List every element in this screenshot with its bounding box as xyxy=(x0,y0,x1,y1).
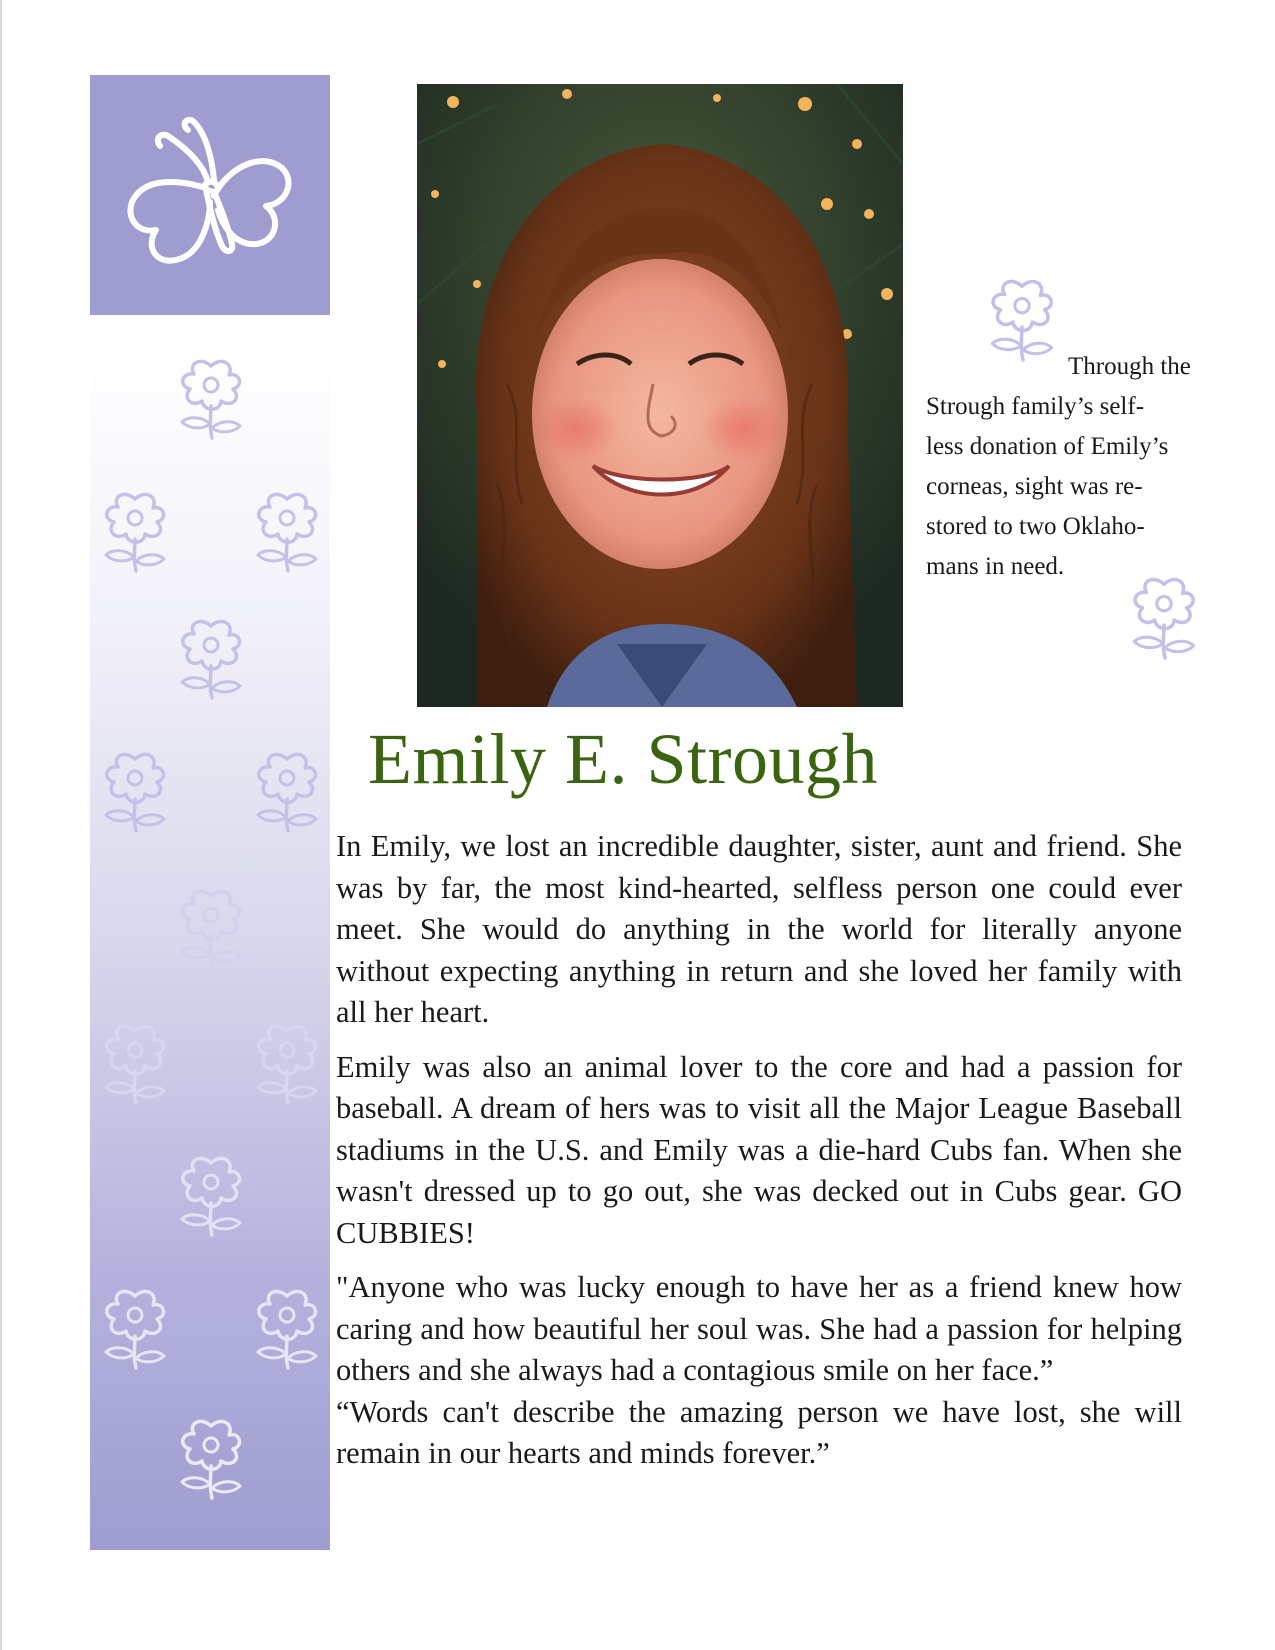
portrait-image xyxy=(417,84,903,707)
note-line: stored to two Oklaho- xyxy=(926,513,1145,540)
butterfly-tile xyxy=(90,75,330,315)
flower-icon xyxy=(252,491,322,573)
flower-icon xyxy=(176,888,246,970)
butterfly-icon xyxy=(110,110,310,280)
note-line: Strough family’s self- xyxy=(926,393,1145,420)
note-line: Through the xyxy=(1068,353,1191,380)
flower-icon xyxy=(252,751,322,833)
flower-icon xyxy=(176,1418,246,1500)
cornea-donation-note xyxy=(926,347,1216,587)
flower-icon xyxy=(176,358,246,440)
flower-icon xyxy=(252,1023,322,1105)
flower-pattern-strip xyxy=(90,343,330,1550)
quote-paragraph: "Anyone who was lucky enough to have her as a friend knew how caring and how beautiful her soul was. She had a passion for helping others and she always had a contagious smile on her face.” xyxy=(336,1270,1182,1387)
note-line: corneas, sight was re- xyxy=(926,473,1143,500)
tribute-paragraph: Emily was also an animal lover to the core and had a passion for baseball. A dream of hers was to visit all the Major League Baseball stadiums in the U.S. and Emily was a die-hard Cubs fan. When she wasn't dressed up to go out, she was decked out in Cubs gear. GO CUBBIES! xyxy=(336,1049,1182,1250)
quote-paragraph: “Words can't describe the amazing person we have lost, she will remain in our hearts and minds forever.” xyxy=(336,1394,1182,1470)
flower-icon xyxy=(176,618,246,700)
page-edge xyxy=(0,0,2,1650)
flower-icon xyxy=(100,491,170,573)
note-line: less donation of Emily’s xyxy=(926,433,1169,460)
flower-icon xyxy=(100,751,170,833)
flower-icon xyxy=(100,1288,170,1370)
tribute-paragraph: In Emily, we lost an incredible daughter, sister, aunt and friend. She was by far, the most kind-hearted, selfless person one could ever meet. She would do anything in the world for literally anyone without expecting anything in return and she loved her family with all her heart. xyxy=(336,829,1182,1029)
flower-icon xyxy=(1128,576,1200,660)
page-title: Emily E. Strough xyxy=(368,719,878,799)
tribute-text xyxy=(336,826,1182,1475)
note-line: mans in need. xyxy=(926,553,1065,580)
flower-icon xyxy=(176,1155,246,1237)
portrait-photo xyxy=(417,84,903,707)
flower-icon xyxy=(252,1288,322,1370)
flower-icon xyxy=(100,1023,170,1105)
